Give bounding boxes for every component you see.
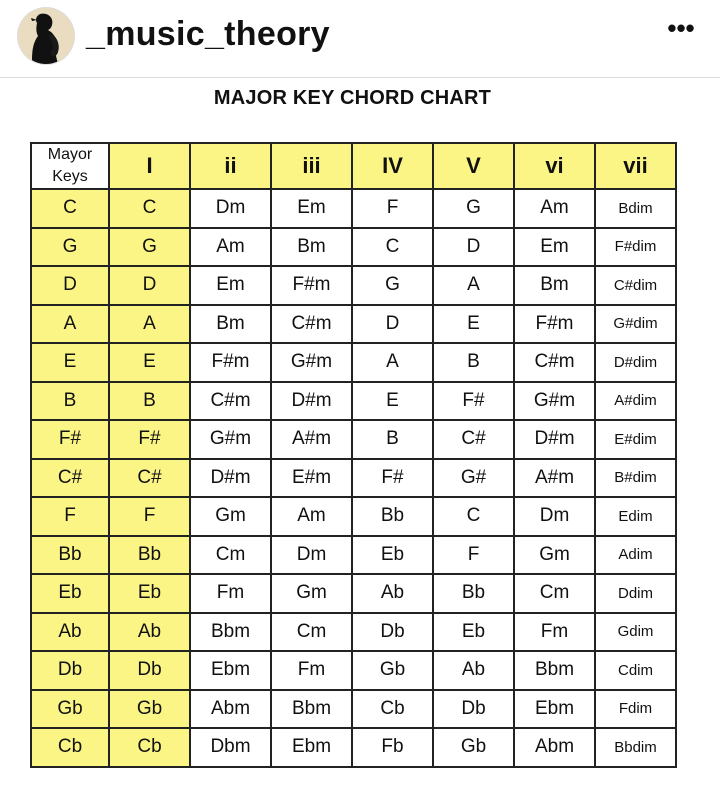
table-row bbox=[31, 382, 676, 421]
chord-cell: Ab bbox=[109, 613, 190, 652]
chord-cell: Edim bbox=[595, 497, 676, 536]
chord-cell: Eb bbox=[109, 574, 190, 613]
chord-cell: C#m bbox=[190, 382, 271, 421]
post-image bbox=[0, 79, 720, 797]
column-header-degree: vi bbox=[514, 143, 595, 189]
key-cell: Db bbox=[31, 651, 109, 690]
key-cell: Eb bbox=[31, 574, 109, 613]
chord-cell: A#m bbox=[271, 420, 352, 459]
chord-cell: D bbox=[352, 305, 433, 344]
chord-cell: A#dim bbox=[595, 382, 676, 421]
chord-cell: Em bbox=[271, 189, 352, 228]
chord-cell: F#m bbox=[514, 305, 595, 344]
chord-cell: Gm bbox=[190, 497, 271, 536]
chord-cell: Gb bbox=[109, 690, 190, 729]
chord-cell: G#m bbox=[190, 420, 271, 459]
table-row bbox=[31, 189, 676, 228]
chord-cell: Dbm bbox=[190, 728, 271, 767]
key-cell: C# bbox=[31, 459, 109, 498]
chord-cell: B#dim bbox=[595, 459, 676, 498]
table-row bbox=[31, 536, 676, 575]
table-row bbox=[31, 690, 676, 729]
chord-cell: Dm bbox=[514, 497, 595, 536]
key-cell: A bbox=[31, 305, 109, 344]
chord-cell: Cm bbox=[514, 574, 595, 613]
chord-cell: Gm bbox=[271, 574, 352, 613]
chord-cell: Abm bbox=[190, 690, 271, 729]
chord-cell: Fm bbox=[514, 613, 595, 652]
more-options-icon[interactable]: ••• bbox=[667, 13, 695, 43]
chord-cell: Eb bbox=[352, 536, 433, 575]
chord-cell: Ab bbox=[352, 574, 433, 613]
chord-cell: Fdim bbox=[595, 690, 676, 729]
table-row bbox=[31, 266, 676, 305]
chord-cell: G#dim bbox=[595, 305, 676, 344]
chord-cell: C bbox=[433, 497, 514, 536]
chord-cell: F#dim bbox=[595, 228, 676, 267]
chord-cell: E bbox=[352, 382, 433, 421]
chart-title: MAJOR KEY CHORD CHART bbox=[213, 87, 492, 109]
chord-cell: Em bbox=[190, 266, 271, 305]
key-cell: D bbox=[31, 266, 109, 305]
table-row bbox=[31, 728, 676, 767]
chord-cell: Dm bbox=[271, 536, 352, 575]
chord-cell: Eb bbox=[433, 613, 514, 652]
table-row bbox=[31, 305, 676, 344]
chord-chart-table bbox=[30, 142, 677, 768]
chord-cell: C#m bbox=[514, 343, 595, 382]
key-cell: F# bbox=[31, 420, 109, 459]
column-header-degree: V bbox=[433, 143, 514, 189]
column-header-degree: iii bbox=[271, 143, 352, 189]
chord-cell: Bbm bbox=[190, 613, 271, 652]
table-row bbox=[31, 574, 676, 613]
chord-cell: Db bbox=[433, 690, 514, 729]
account-username[interactable]: _music_theory bbox=[86, 15, 330, 53]
chord-cell: E bbox=[109, 343, 190, 382]
chord-cell: Gm bbox=[514, 536, 595, 575]
chord-cell: A bbox=[352, 343, 433, 382]
chord-cell: Cb bbox=[109, 728, 190, 767]
chord-cell: E#dim bbox=[595, 420, 676, 459]
chord-cell: D bbox=[109, 266, 190, 305]
post-header bbox=[0, 0, 720, 78]
chord-cell: F#m bbox=[271, 266, 352, 305]
chord-cell: Bm bbox=[514, 266, 595, 305]
chord-cell: G bbox=[109, 228, 190, 267]
chord-cell: D bbox=[433, 228, 514, 267]
table-row bbox=[31, 459, 676, 498]
column-header-degree: ii bbox=[190, 143, 271, 189]
chord-cell: F bbox=[433, 536, 514, 575]
chord-cell: F bbox=[109, 497, 190, 536]
table-row bbox=[31, 343, 676, 382]
chord-cell: E#m bbox=[271, 459, 352, 498]
key-cell: Cb bbox=[31, 728, 109, 767]
chord-cell: F# bbox=[109, 420, 190, 459]
chord-cell: D#m bbox=[190, 459, 271, 498]
chord-cell: E bbox=[433, 305, 514, 344]
chord-cell: Bbm bbox=[271, 690, 352, 729]
chord-cell: G#m bbox=[271, 343, 352, 382]
table-row bbox=[31, 651, 676, 690]
key-cell: E bbox=[31, 343, 109, 382]
chord-cell: Bb bbox=[352, 497, 433, 536]
chord-cell: F#m bbox=[190, 343, 271, 382]
chord-cell: C# bbox=[433, 420, 514, 459]
chord-cell: Gb bbox=[433, 728, 514, 767]
column-header-degree: vii bbox=[595, 143, 676, 189]
chord-cell: C bbox=[109, 189, 190, 228]
chord-cell: Am bbox=[514, 189, 595, 228]
key-cell: Gb bbox=[31, 690, 109, 729]
chord-cell: Ebm bbox=[190, 651, 271, 690]
chord-cell: B bbox=[352, 420, 433, 459]
chord-cell: Ebm bbox=[514, 690, 595, 729]
chord-cell: Cdim bbox=[595, 651, 676, 690]
chord-cell: Ebm bbox=[271, 728, 352, 767]
table-header-row bbox=[31, 143, 676, 189]
chord-cell: Bm bbox=[190, 305, 271, 344]
chord-cell: Bm bbox=[271, 228, 352, 267]
key-cell: F bbox=[31, 497, 109, 536]
chord-cell: G# bbox=[433, 459, 514, 498]
chord-cell: Cb bbox=[352, 690, 433, 729]
chord-cell: Dm bbox=[190, 189, 271, 228]
chord-cell: F# bbox=[352, 459, 433, 498]
chord-cell: Am bbox=[271, 497, 352, 536]
table-row bbox=[31, 420, 676, 459]
table-body bbox=[31, 189, 676, 767]
chord-cell: D#m bbox=[271, 382, 352, 421]
chord-cell: C# bbox=[109, 459, 190, 498]
chord-cell: C bbox=[352, 228, 433, 267]
chord-cell: Bdim bbox=[595, 189, 676, 228]
chord-cell: C#m bbox=[271, 305, 352, 344]
chord-cell: A bbox=[433, 266, 514, 305]
chord-cell: Bb bbox=[109, 536, 190, 575]
table-row bbox=[31, 497, 676, 536]
column-header-degree: I bbox=[109, 143, 190, 189]
key-cell: B bbox=[31, 382, 109, 421]
chord-cell: Db bbox=[109, 651, 190, 690]
saxophone-player-icon bbox=[18, 8, 74, 64]
chord-cell: D#m bbox=[514, 420, 595, 459]
chord-cell: Fm bbox=[271, 651, 352, 690]
table-row bbox=[31, 228, 676, 267]
chord-cell: Cm bbox=[190, 536, 271, 575]
chord-cell: C#dim bbox=[595, 266, 676, 305]
chord-cell: Cm bbox=[271, 613, 352, 652]
chord-cell: B bbox=[109, 382, 190, 421]
key-cell: Ab bbox=[31, 613, 109, 652]
key-cell: C bbox=[31, 189, 109, 228]
chord-cell: A#m bbox=[514, 459, 595, 498]
chord-cell: Adim bbox=[595, 536, 676, 575]
column-header-degree: IV bbox=[352, 143, 433, 189]
chord-cell: Ab bbox=[433, 651, 514, 690]
chord-cell: Em bbox=[514, 228, 595, 267]
chord-cell: F# bbox=[433, 382, 514, 421]
chord-cell: Fb bbox=[352, 728, 433, 767]
chord-cell: Ddim bbox=[595, 574, 676, 613]
chord-cell: Db bbox=[352, 613, 433, 652]
avatar[interactable] bbox=[18, 8, 74, 64]
key-cell: G bbox=[31, 228, 109, 267]
chord-cell: Bb bbox=[433, 574, 514, 613]
chord-cell: D#dim bbox=[595, 343, 676, 382]
column-header-keys: Mayor Keys bbox=[31, 143, 109, 189]
table-row bbox=[31, 613, 676, 652]
chord-cell: Abm bbox=[514, 728, 595, 767]
chord-cell: Gb bbox=[352, 651, 433, 690]
chord-cell: Gdim bbox=[595, 613, 676, 652]
chord-cell: Am bbox=[190, 228, 271, 267]
chord-cell: A bbox=[109, 305, 190, 344]
chord-cell: G bbox=[352, 266, 433, 305]
chord-cell: B bbox=[433, 343, 514, 382]
chord-cell: Bbdim bbox=[595, 728, 676, 767]
chord-cell: F bbox=[352, 189, 433, 228]
chord-cell: Bbm bbox=[514, 651, 595, 690]
chord-cell: G bbox=[433, 189, 514, 228]
chord-cell: G#m bbox=[514, 382, 595, 421]
chord-cell: Fm bbox=[190, 574, 271, 613]
key-cell: Bb bbox=[31, 536, 109, 575]
